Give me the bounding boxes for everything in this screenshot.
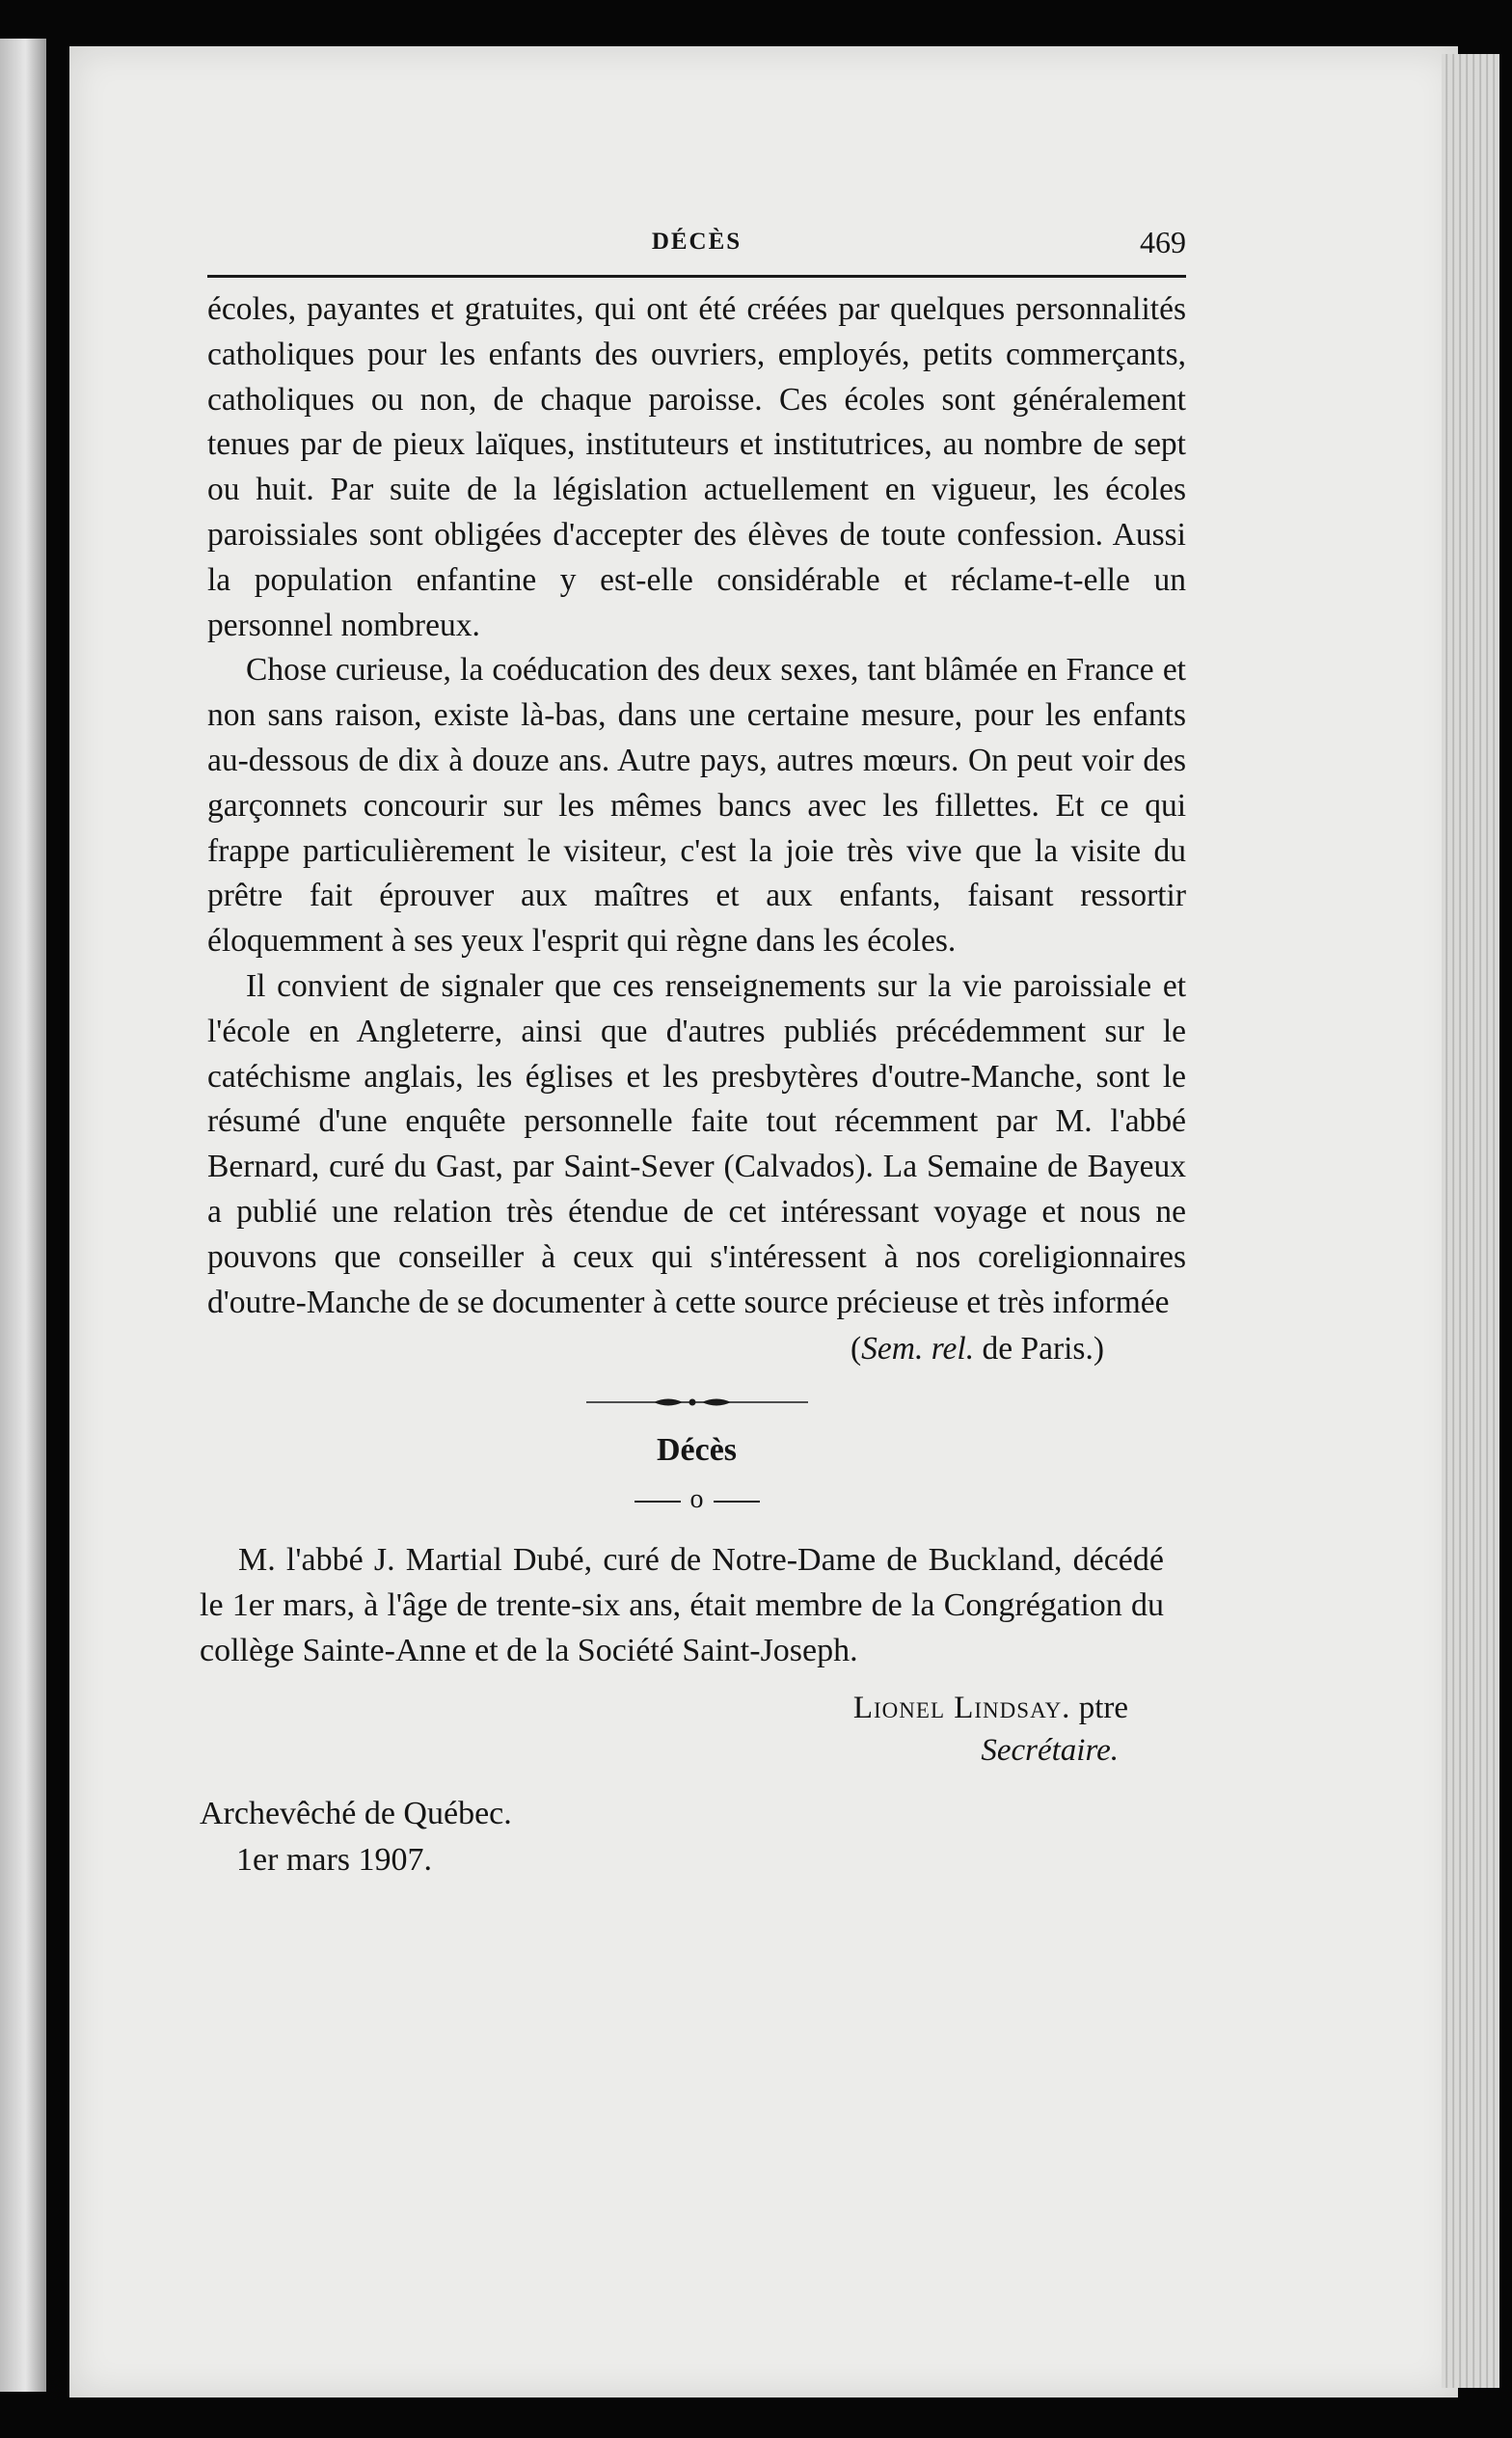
running-header	[207, 217, 1186, 278]
ornament-divider-icon	[586, 1393, 808, 1412]
signatory-title: ptre	[1078, 1691, 1128, 1726]
page-number: 469	[1140, 225, 1186, 259]
citation: (Sem. rel. de Paris.)	[850, 1331, 1104, 1368]
signatory-role: Secrétaire.	[981, 1733, 1119, 1769]
origin-date: 1er mars 1907.	[236, 1842, 433, 1879]
page-content	[200, 217, 1186, 1883]
separator-dash	[634, 1501, 681, 1503]
signatory-name: Lionel Lindsay.	[852, 1691, 1071, 1726]
signature-line	[207, 1687, 1128, 1729]
death-notice	[200, 1537, 1164, 1673]
signature-block	[207, 1687, 1186, 1772]
small-separator	[207, 1485, 1186, 1514]
place-date-block	[200, 1791, 1186, 1883]
notice-text: M. l'abbé J. Martial Dubé, curé de Notre-Dame de Buckland, décédé le 1er mars, à l'âge de trente-six ans, était membre de la Congrégation du collège Sainte-Anne et de la Société Saint-Joseph.	[200, 1542, 1164, 1669]
section-title: Décès	[656, 1432, 738, 1469]
article-paragraph: Il convient de signaler que ces renseignements sur la vie paroissiale et l'école en Angleterre, ainsi que d'autres publiés précédemment sur le catéchisme anglais, les églises et les presbytères d'outre-Manche, sont le résumé d'une enquête personnelle faite tout récemment par M. l'abbé Bernard, curé du Gast, par Saint-Sever (Calvados). La Semaine de Bayeux a publié une relation très étendue de cet intéressant voyage et nous ne pouvons que conseiller à ceux qui s'intéressent à nos coreligionnaires d'outre-Manche de se documenter à cette source précieuse et très informée	[207, 967, 1186, 1320]
citation-place: de Paris.)	[982, 1331, 1104, 1368]
separator-mark: o	[689, 1484, 704, 1515]
article-paragraph: Chose curieuse, la coéducation des deux sexes, tant blâmée en France et non sans raison, existe là-bas, dans une certaine mesure, pour les enfants au-dessous de dix à douze ans. Autre pays, autres mœurs. On peut voir des garçonnets concourir sur les mêmes bancs avec les fillettes. Et ce qui frappe particulièrement le visiteur, c'est la joie très vive que la visite du prêtre fait éprouver aux maîtres et aux enfants, faisant ressortir éloquemment à ses yeux l'esprit qui règne dans les écoles.	[207, 652, 1186, 960]
article-paragraph: écoles, payantes et gratuites, qui ont été créées par quelques personnalités catholiques pour les enfants des ouvriers, employés, petits commerçants, catholiques ou non, de chaque paroisse. Ces écoles sont généralement tenues par de pieux laïques, instituteurs et institutrices, au nombre de sept ou huit. Par suite de la législation actuellement en vigueur, les écoles paroissiales sont obligées d'accepter des élèves de toute confession. Aussi la population enfantine y est-elle considérable et réclame-t-elle un personnel nombreux.	[207, 291, 1186, 643]
facing-page-edge	[0, 39, 46, 2392]
article-body	[207, 287, 1186, 1325]
origin-place: Archevêché de Québec.	[200, 1796, 512, 1832]
citation-source: Sem. rel.	[861, 1331, 975, 1368]
running-title: DÉCÈS	[651, 229, 742, 255]
page-stack-edges	[1442, 54, 1499, 2388]
separator-dash	[714, 1501, 760, 1503]
